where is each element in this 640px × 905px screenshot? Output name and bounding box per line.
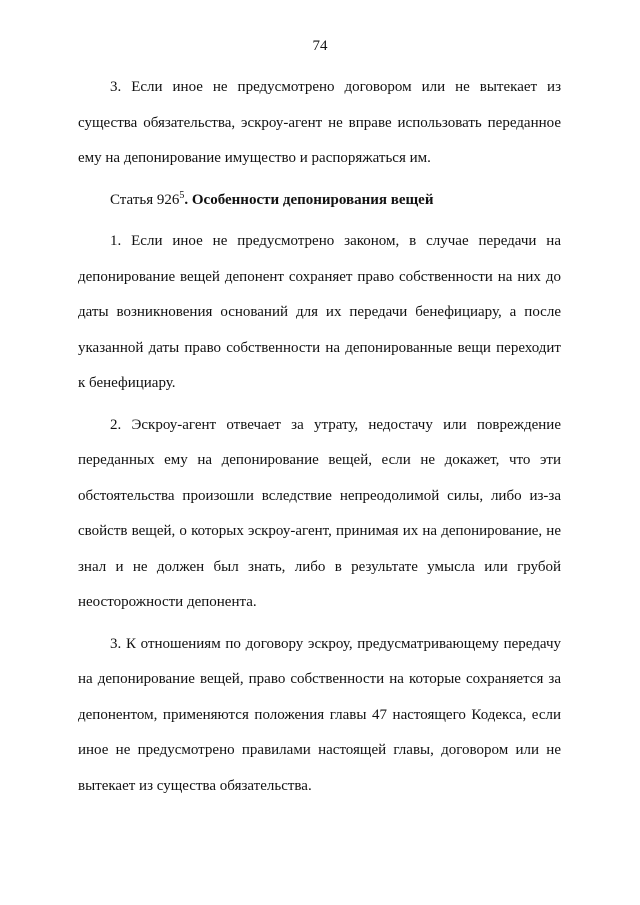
article-title-separator: . [184, 191, 192, 208]
paragraph-applicable-provisions: 3. К отношениям по договору эскроу, предусматривающему передачу на депонирование вещей, право собственности на которые сохраняется за депонентом, применяются положения главы 47 настоящего Кодекса, если иное не предусмотрено правилами настоящей главы, договором или не вытекает из существа обязательства. [78, 635, 561, 794]
paragraph-escrow-use-restriction: 3. Если иное не предусмотрено договором или не вытекает из существа обязательства, эскроу-агент не вправе использовать переданное ему на депонирование имущество и распоряжаться им. [78, 79, 561, 166]
article-title: Особенности депонирования вещей [191, 191, 434, 208]
document-body [78, 70, 561, 804]
article-number: Статья 926 [110, 191, 180, 208]
paragraph-agent-liability: 2. Эскроу-агент отвечает за утрату, недостачу или повреждение переданных ему на депонирование вещей, если не докажет, что эти обстоятельства произошли вследствие непреодолимой силы, либо из-за свойств вещей, о которых эскроу-агент, принимая их на депонирование, не знал и не должен был знать, либо в результате умысла или грубой неосторожности депонента. [78, 416, 561, 610]
paragraph-ownership-retained: 1. Если иное не предусмотрено законом, в случае передачи на депонирование вещей депонент сохраняет право собственности на них до даты возникновения оснований для их передачи бенефициару, а после указанной даты право собственности на депонированные вещи переходит к бенефициару. [78, 233, 561, 391]
article-heading [78, 183, 561, 219]
page-number: 74 [312, 38, 328, 54]
article-number-superscript: 5 [179, 189, 185, 201]
